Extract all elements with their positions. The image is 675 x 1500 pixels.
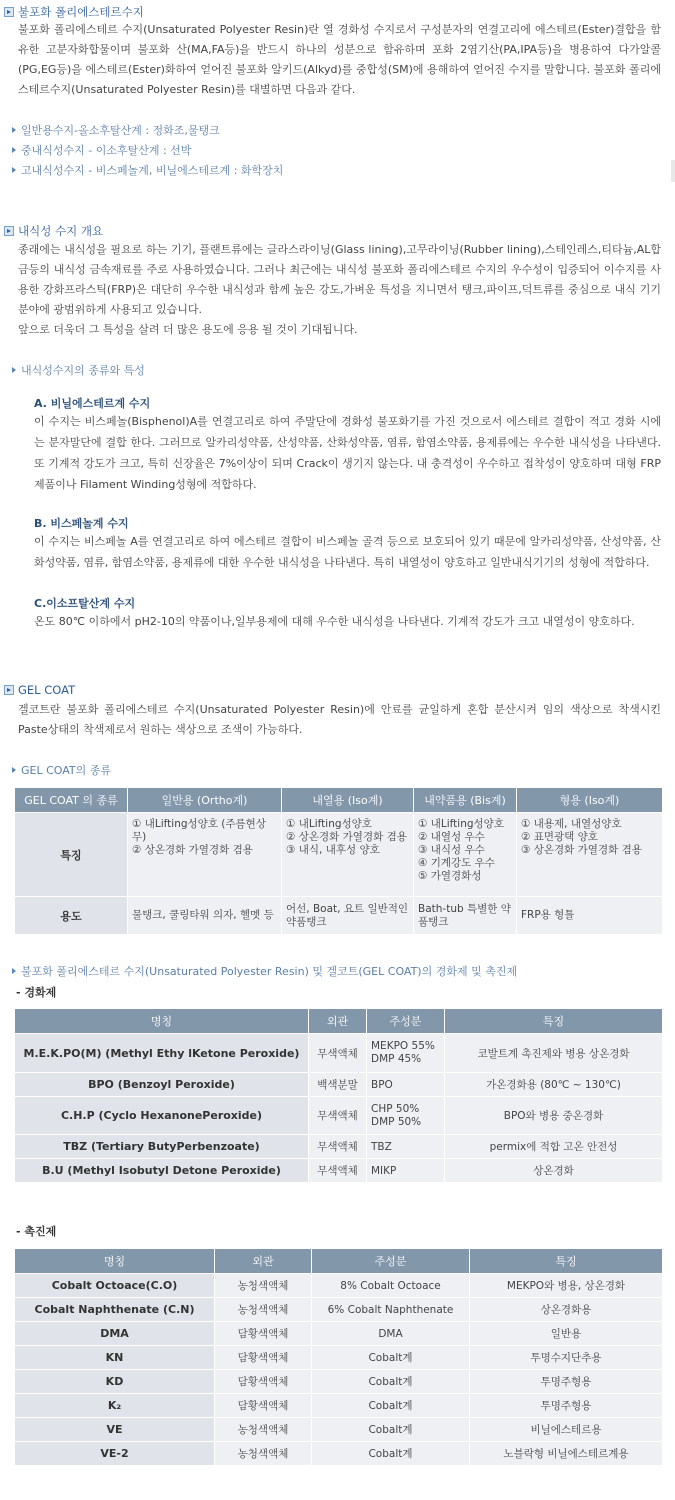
- accel-feature: MEKPO와 병용, 상온경화: [470, 1274, 663, 1298]
- bullet-arrow-icon: [12, 968, 16, 974]
- header-cell: 명칭: [15, 1009, 309, 1034]
- accel-feature: 일반용: [470, 1322, 663, 1346]
- subsection-title-gel-coat-types: [12, 762, 111, 778]
- feature-line: ① 내Lifting성양호 (주름현상무): [132, 818, 266, 843]
- accel-look: 담황색액체: [215, 1346, 312, 1370]
- hardener-name: B.U (Methyl Isobutyl Detone Peroxide): [15, 1159, 309, 1183]
- subsection-title-text: GEL COAT의 종류: [21, 764, 112, 777]
- feature-line: ① 내Lifting성양호: [418, 818, 504, 830]
- header-cell: 명칭: [15, 1249, 215, 1274]
- accel-comp: Cobalt계: [312, 1370, 470, 1394]
- section-title-text: 내식성 수지 개요: [18, 224, 104, 238]
- table-row-features: [15, 813, 663, 897]
- accel-feature: 투명주형용: [470, 1370, 663, 1394]
- gel-coat-types-table: [14, 787, 663, 935]
- accel-feature: 투명수지단추용: [470, 1346, 663, 1370]
- section-title-text: 불포화 폴리에스테르수지: [18, 5, 144, 19]
- accel-look: 농청색액체: [215, 1274, 312, 1298]
- table-row: [15, 1418, 663, 1442]
- accel-comp: 6% Cobalt Naphthenate: [312, 1298, 470, 1322]
- bisphenol-text: 이 수지는 비스페놀 A를 연결고리로 하여 에스테르 결합이 비스페놀 골격 등으로 보호되어 있기 때문에 알카리성약품, 산성약품, 산화성약품, 염류, 함염소약품, 용제류에 대한 우수한 내식성을 나타낸다. 특히 내열성이 양호하고 일반내식기기의 성형에 적합하다.: [34, 535, 661, 569]
- accel-name: DMA: [15, 1322, 215, 1346]
- header-cell: 특징: [470, 1249, 663, 1274]
- accel-name: Cobalt Octoace(C.O): [15, 1274, 215, 1298]
- accel-look: 담황색액체: [215, 1322, 312, 1346]
- vinyl-ester-text: 이 수지는 비스페놀(Bisphenol)A를 연결고리로 하여 주말단에 경화성 불포화기를 가진 것으로서 에스테르 결합이 적고 경화 시에는 분자말단에 결합 한다. 그러므로 알카리성약품, 산성약품, 산화성약품, 염류, 함염소약품, 용제류에는 우수한 내식성을 나타낸다. 또 기계적 강도가 크고, 특히 신장율은 7%이상이 되며 Crack이 생기지 않는다. 내 충격성이 우수하고 접착성이 양호하며 대형 FRP제품이나 Filament Winding성형에 적합하다.: [34, 415, 661, 491]
- accel-comp: DMA: [312, 1322, 470, 1346]
- hardener-name: C.H.P (Cyclo HexanonePeroxide): [15, 1097, 309, 1135]
- isophthalic-text: 온도 80℃ 이하에서 pH2-10의 약품이나,일부용제에 대해 우수한 내식성을 나타낸다. 기계적 강도가 크고 내열성이 양호하다.: [34, 615, 635, 628]
- table-cell: [517, 813, 663, 897]
- hardener-feature: permix에 적합 고온 안전성: [445, 1135, 663, 1159]
- hardener-comp: [367, 1034, 445, 1073]
- hardener-name: M.E.K.PO(M) (Methyl Ethy lKetone Peroxide): [15, 1034, 309, 1073]
- feature-line: ② 상온경화 가열경화 겸용: [286, 831, 407, 843]
- table-row: [15, 1346, 663, 1370]
- table-row: [15, 1274, 663, 1298]
- resin-type-item: [12, 162, 283, 178]
- accel-name: KD: [15, 1370, 215, 1394]
- subsection-title-resin-types: [12, 362, 145, 378]
- intro-paragraph: 불포화 폴리에스테르 수지(Unsaturated Polyester Resin)란 열 경화성 수지로서 구성분자의 연결고리에 에스테르(Ester)결합을 함유한 고분자화합물이며 불포화 산(MA,FA등)을 반드시 하나의 성분으로 함유하며 포화 2염기산(PA,IPA등)을 병용하여 다가알콜(PG,EG등)을 에스테르(Ester)화하여 얻어진 불포화 알키드(Alkyd)를 중합성(SM)에 용해하여 얻어진 수지를 말합니다. 불포화 폴리에스테르수지(Unsaturated Polyester Resin)를 대별하면 다음과 같다.: [18, 23, 661, 96]
- accel-feature: 노블락형 비닐에스테르계용: [470, 1442, 663, 1466]
- table-row: [15, 1073, 663, 1097]
- hardener-comp: [367, 1097, 445, 1135]
- table-row: [15, 1322, 663, 1346]
- feature-line: ③ 상온경화 가열경화 겸용: [521, 844, 642, 856]
- hardener-comp: [367, 1159, 445, 1183]
- hardener-look: 무색액체: [309, 1135, 367, 1159]
- table-cell: 어선, Boat, 요트 일반적인 약품탱크: [282, 897, 414, 935]
- vinyl-ester-title: A. 비닐에스테르계 수지: [34, 397, 151, 410]
- feature-line: ① 내Lifting성양호: [286, 818, 372, 830]
- hardener-look: 무색액체: [309, 1034, 367, 1073]
- accelerator-title: - 촉진제: [16, 1225, 57, 1238]
- header-cell: 특징: [445, 1009, 663, 1034]
- table-cell: [128, 813, 282, 897]
- comp-line: MEKPO 55%: [371, 1040, 435, 1052]
- accel-look: 농청색액체: [215, 1418, 312, 1442]
- section-title-text: GEL COAT: [18, 683, 76, 697]
- comp-line: MIKP: [371, 1164, 397, 1177]
- subsection-title-text: 불포화 폴리에스테르 수지(Unsaturated Polyester Resin) 및 겔코트(GEL COAT)의 경화제 및 촉진제: [21, 965, 518, 978]
- gel-coat-paragraph: 겔코트란 불포화 폴리에스테르 수지(Unsaturated Polyester Resin)에 안료를 균일하게 혼합 분산시켜 임의 색상으로 착색시킨 Paste상태의 착색제로서 원하는 색상으로 조색이 가능하다.: [18, 703, 661, 736]
- resin-type-text: 일반용수지-올소후탈산계 : 정화조,물탱크: [21, 124, 220, 137]
- hardener-name: BPO (Benzoyl Peroxide): [15, 1073, 309, 1097]
- bullet-arrow-icon: [12, 367, 16, 373]
- feature-line: ③ 내식성 우수: [418, 844, 485, 856]
- subsection-title-text: 내식성수지의 종류와 특성: [21, 364, 145, 377]
- table-row: [15, 1442, 663, 1466]
- accel-name: VE: [15, 1418, 215, 1442]
- comp-line: DMP 50%: [371, 1115, 422, 1128]
- table-row: [15, 1298, 663, 1322]
- accel-comp: Cobalt계: [312, 1418, 470, 1442]
- feature-line: ⑤ 가열경화성: [418, 870, 482, 882]
- table-row: [15, 1034, 663, 1073]
- table-row: [15, 1370, 663, 1394]
- hardener-feature: 상온경화: [445, 1159, 663, 1183]
- accel-look: 담황색액체: [215, 1370, 312, 1394]
- header-cell: 주성분: [312, 1249, 470, 1274]
- accelerator-table: [14, 1248, 663, 1466]
- bullet-arrow-icon: [12, 767, 16, 773]
- header-cell: 내약품용 (Bis계): [414, 788, 517, 813]
- hardener-table: [14, 1008, 663, 1183]
- subsection-title-hardener-accelerator: [12, 963, 517, 979]
- accel-look: 농청색액체: [215, 1298, 312, 1322]
- table-header-row: [15, 1009, 663, 1034]
- isophthalic-title: C.이소프탈산계 수지: [34, 597, 136, 610]
- feature-line: ② 상온경화 가열경화 겸용: [132, 844, 253, 856]
- resin-type-item: [12, 142, 191, 158]
- accel-feature: 투명주형용: [470, 1394, 663, 1418]
- table-header-row: [15, 788, 663, 813]
- hardener-comp: [367, 1135, 445, 1159]
- accel-comp: Cobalt계: [312, 1442, 470, 1466]
- feature-line: ② 내열성 우수: [418, 831, 485, 843]
- accel-name: K₂: [15, 1394, 215, 1418]
- comp-line: DMP 45%: [371, 1053, 422, 1065]
- hardener-comp: [367, 1073, 445, 1097]
- header-cell: 일반용 (Ortho계): [128, 788, 282, 813]
- comp-line: CHP 50%: [371, 1102, 420, 1115]
- comp-line: TBZ: [371, 1140, 392, 1153]
- bullet-arrow-icon: [12, 167, 16, 173]
- section-title-gel-coat: [4, 683, 75, 697]
- table-row: [15, 1394, 663, 1418]
- accel-feature: 상온경화용: [470, 1298, 663, 1322]
- table-cell: [414, 813, 517, 897]
- table-cell: [282, 813, 414, 897]
- resin-type-item: [12, 122, 220, 138]
- resin-type-text: 고내식성수지 - 비스페놀계, 비닐에스테르계 : 화학장치: [21, 164, 284, 177]
- table-header-row: [15, 1249, 663, 1274]
- header-cell: 외관: [215, 1249, 312, 1274]
- hardener-look: 백색분말: [309, 1073, 367, 1097]
- hardener-feature: 가온경화용 (80℃ ~ 130℃): [445, 1073, 663, 1097]
- hardener-look: 무색액체: [309, 1159, 367, 1183]
- table-row: [15, 1097, 663, 1135]
- comp-line: BPO: [371, 1078, 393, 1091]
- row-label: 용도: [15, 897, 128, 935]
- header-cell: 내열용 (Iso계): [282, 788, 414, 813]
- hardener-title: - 경화제: [16, 986, 57, 999]
- hardener-feature: BPO와 병용 중온경화: [445, 1097, 663, 1135]
- accel-comp: 8% Cobalt Octoace: [312, 1274, 470, 1298]
- accel-name: Cobalt Naphthenate (C.N): [15, 1298, 215, 1322]
- resin-type-text: 중내식성수지 - 이소후탈산계 : 선박: [21, 144, 192, 157]
- section-arrow-icon: [4, 685, 14, 695]
- accel-look: 농청색액체: [215, 1442, 312, 1466]
- feature-line: ③ 내식, 내후성 양호: [286, 844, 380, 856]
- header-cell: 외관: [309, 1009, 367, 1034]
- corrosion-paragraph-2: 앞으로 더욱더 그 특성을 살려 더 많은 용도에 응용 될 것이 기대됩니다.: [18, 323, 358, 336]
- scroll-indicator: [671, 160, 675, 182]
- header-cell: 주성분: [367, 1009, 445, 1034]
- bullet-arrow-icon: [12, 127, 16, 133]
- header-cell: 형용 (Iso계): [517, 788, 663, 813]
- table-cell: Bath-tub 특별한 약품탱크: [414, 897, 517, 935]
- bisphenol-title: B. 비스페놀계 수지: [34, 517, 129, 530]
- feature-line: ① 내용제, 내열성양호: [521, 818, 622, 830]
- feature-line: ④ 기계강도 우수: [418, 857, 495, 869]
- row-label: 특징: [15, 813, 128, 897]
- section-title-unsaturated-polyester: [4, 4, 144, 20]
- section-arrow-icon: [4, 7, 14, 17]
- accel-name: VE-2: [15, 1442, 215, 1466]
- accel-look: 담황색액체: [215, 1394, 312, 1418]
- section-arrow-icon: [4, 226, 14, 236]
- accel-comp: Cobalt계: [312, 1394, 470, 1418]
- hardener-look: 무색액체: [309, 1097, 367, 1135]
- header-cell: GEL COAT 의 종류: [15, 788, 128, 813]
- table-cell: 물탱크, 쿨링타워 의자, 헬멧 등: [128, 897, 282, 935]
- table-row-usage: [15, 897, 663, 935]
- accel-name: KN: [15, 1346, 215, 1370]
- feature-line: ② 표면광택 양호: [521, 831, 598, 843]
- hardener-name: TBZ (Tertiary ButyPerbenzoate): [15, 1135, 309, 1159]
- bullet-arrow-icon: [12, 147, 16, 153]
- corrosion-paragraph: 종래에는 내식성을 필요로 하는 기기, 플랜트류에는 글라스라이닝(Glass lining),고무라이닝(Rubber lining),스테인레스,티타늄,AL합금등의 내식성 금속재료를 주로 사용하였습니다. 그러나 최근에는 내식성 불포화 폴리에스테르 수지의 우수성이 입증되어 이수지를 사용한 강화프라스틱(FRP)은 대단히 우수한 내식성과 함께 높은 강도,가벼운 특성을 지니면서 탱크,파이프,덕트류를 중심으로 내식 기기 분야에 광범위하게 사용되고 있습니다.: [18, 243, 661, 316]
- accel-comp: Cobalt계: [312, 1346, 470, 1370]
- section-title-corrosion-resin: [4, 223, 103, 239]
- table-row: [15, 1135, 663, 1159]
- table-cell: FRP용 형틀: [517, 897, 663, 935]
- hardener-feature: 코발트계 촉진제와 병용 상온경화: [445, 1034, 663, 1073]
- table-row: [15, 1159, 663, 1183]
- accel-feature: 비닐에스테르용: [470, 1418, 663, 1442]
